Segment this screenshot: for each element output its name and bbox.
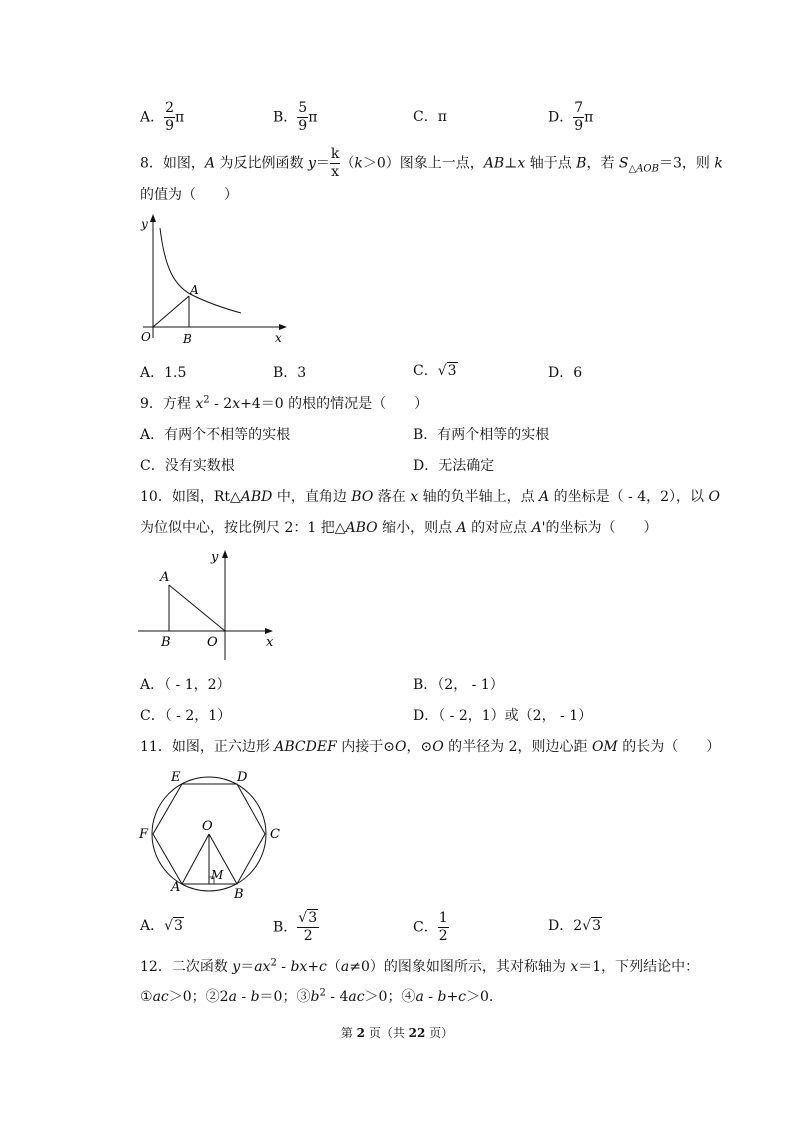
- q8-option-d: D．6: [548, 365, 583, 381]
- q7-option-b: B． $\frac{5}{9}$ π: [273, 100, 318, 134]
- q12-stem-line2: ①ac＞0；②2a - b＝0；$③b^2 - 4ac>0$；④a - b+c＞0.: [140, 987, 494, 1005]
- q8-stem-line1: 8．如图，A 为反比例函数 y＝ $\frac{k}{x}$ （k＞0）图象上一点，AB⊥x 轴于点 B，若 $S_{\triangle AOB}=3$，则 k: [140, 146, 723, 180]
- label-y: y: [211, 550, 219, 565]
- sqrt: √3: [298, 910, 318, 926]
- label-B: B: [234, 887, 244, 902]
- label-M: M: [211, 868, 224, 882]
- label-x: x: [266, 635, 274, 650]
- q10-option-a: A．（ - 1，2）: [140, 677, 231, 693]
- hyperbola-curve: [160, 228, 241, 313]
- label-A: A: [160, 570, 170, 585]
- fraction: $\frac{2}{9}$: [165, 100, 175, 134]
- label-x: x: [275, 331, 282, 345]
- q10-option-c: C．（ - 2，1）: [140, 708, 232, 724]
- q7-option-a: A． $\frac{2}{9}$ π: [140, 100, 185, 134]
- label-B: B: [161, 635, 171, 650]
- label-O: O: [207, 635, 218, 650]
- segment-OA: [182, 834, 209, 884]
- label-E: E: [171, 770, 181, 785]
- q8-option-c: C．√3: [413, 363, 457, 379]
- q10-option-b: B．（2， - 1）: [413, 677, 504, 693]
- q10-figure: [135, 545, 285, 665]
- y-axis-arrow: [150, 214, 156, 222]
- sqrt: √3: [164, 918, 183, 934]
- q9-stem: 9．方程 $x^2 - 2x+4=0$ 的根的情况是（ ）: [140, 394, 429, 412]
- q11-option-a: A．√3: [140, 918, 183, 934]
- fraction: $\frac{√3}{2}$: [298, 910, 318, 944]
- q10-stem-line2: 为位似中心，按比例尺 2：1 把△ABO 缩小，则点 A 的对应点 A'的坐标为（ ）: [140, 520, 658, 536]
- x-axis-arrow: [265, 628, 273, 634]
- label-O: O: [202, 819, 213, 834]
- q9-option-c: C．没有实数根: [140, 458, 235, 474]
- sqrt: √3: [582, 918, 601, 934]
- label-O: O: [141, 330, 151, 344]
- fraction: $\frac{5}{9}$: [298, 100, 308, 134]
- segment-AO: [169, 585, 225, 631]
- q11-figure: [134, 764, 294, 904]
- fraction: $\frac{1}{2}$: [438, 910, 448, 944]
- sqrt: √3: [437, 363, 457, 379]
- q11-option-c: C． $\frac{1}{2}$: [413, 910, 448, 944]
- q11-option-d: D．2√3: [548, 918, 601, 934]
- q11-option-b: B． $\frac{√3}{2}$: [273, 910, 318, 944]
- q10-stem-line1: 10．如图，Rt△ABD 中，直角边 BO 落在 x 轴的负半轴上，点 A 的坐标是（ - 4，2），以 O: [140, 489, 720, 505]
- label-F: F: [139, 827, 149, 842]
- segment-OA: [153, 296, 189, 327]
- y-axis-arrow: [222, 550, 228, 558]
- fraction: $\frac{7}{9}$: [574, 100, 584, 134]
- q10-option-d: D．（ - 2，1）或（2， - 1）: [413, 708, 593, 724]
- q7-option-c: C．π: [413, 109, 447, 125]
- fraction: $\frac{k}{x}$: [330, 146, 340, 180]
- label-B: B: [183, 332, 192, 346]
- label-A: A: [171, 880, 181, 895]
- q8-figure: [135, 210, 295, 350]
- q9-option-b: B．有两个相等的实根: [413, 427, 550, 443]
- label-C: C: [270, 827, 280, 842]
- q8-option-b: B．3: [273, 365, 307, 381]
- q9-option-d: D．无法确定: [413, 458, 495, 474]
- q9-option-a: A．有两个不相等的实根: [140, 427, 291, 443]
- q12-stem-line1: 12．二次函数 $y=ax^2 - bx+c(a\ne 0)$的图象如图所示，其对称轴为 x＝1，下列结论中：: [140, 957, 700, 975]
- q8-stem-line2: 的值为（ ）: [140, 187, 238, 203]
- label-A: A: [190, 283, 199, 297]
- label-D: D: [237, 770, 248, 785]
- page-footer: 第 2 页（共 22 页）: [340, 1026, 454, 1040]
- q7-option-d: D． $\frac{7}{9}$ π: [548, 100, 594, 134]
- q11-stem: 11．如图，正六边形 ABCDEF 内接于⊙O，⊙O 的半径为 2，则边心距 OM 的长为（ ）: [140, 739, 721, 755]
- q8-option-a: A．1.5: [140, 365, 187, 381]
- x-axis-arrow: [279, 324, 287, 330]
- label-y: y: [141, 217, 148, 231]
